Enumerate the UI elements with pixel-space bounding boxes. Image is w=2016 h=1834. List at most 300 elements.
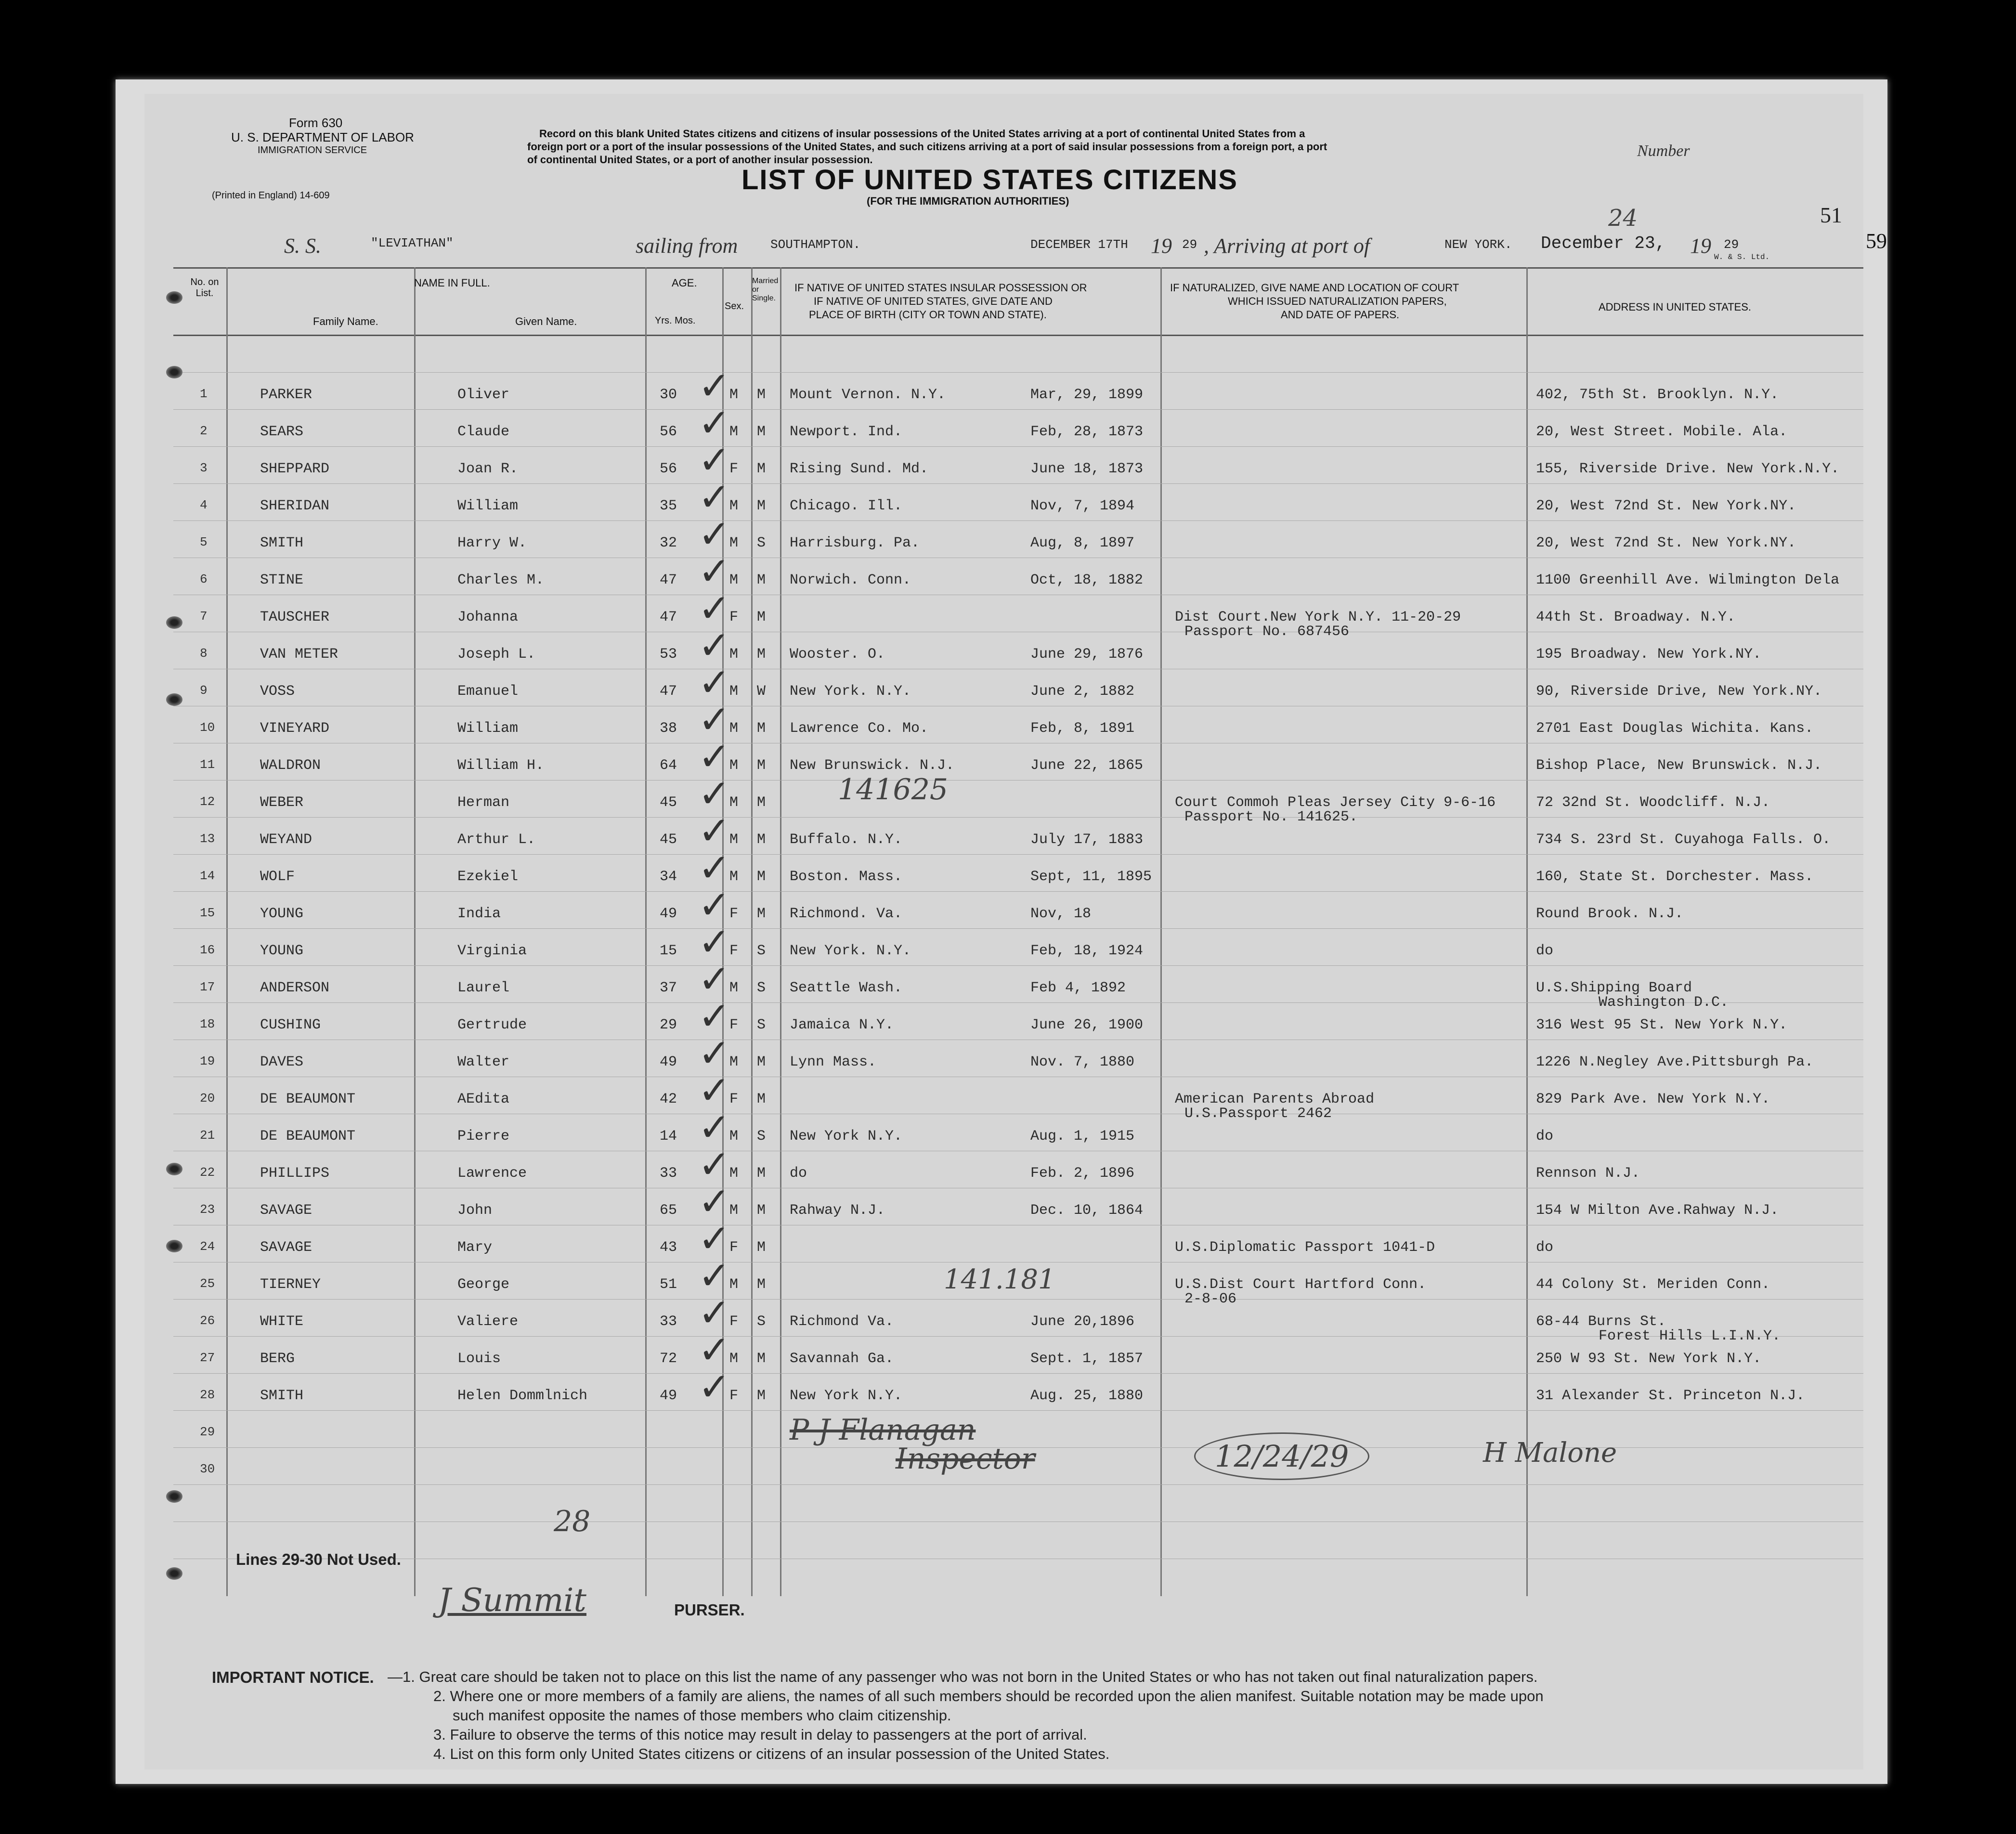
given-name: AEdita (457, 1091, 510, 1107)
naturalization-detail: Passport No. 141625. (1184, 809, 1358, 825)
check-mark: ✓ (698, 475, 731, 520)
row-number: 7 (200, 609, 208, 624)
family-name: PHILLIPS (260, 1165, 330, 1182)
page-title: LIST OF UNITED STATES CITIZENS (741, 164, 1238, 195)
sex: M (729, 869, 739, 885)
sailing-label: sailing from (636, 234, 738, 258)
birth-date: Nov. 7, 1880 (1030, 1054, 1135, 1070)
naturalization-detail: U.S.Passport 2462 (1184, 1106, 1332, 1122)
row-number: 16 (200, 943, 215, 957)
sex: M (729, 572, 739, 588)
marital-status: S (757, 535, 766, 551)
marital-status: M (757, 1054, 766, 1070)
table-row (144, 549, 1863, 600)
row-number: 22 (200, 1165, 215, 1180)
birth-place: Harrisburg. Pa. (790, 535, 920, 551)
printed-note: (Printed in England) 14-609 (212, 190, 330, 201)
address: 154 W Milton Ave.Rahway N.J. (1536, 1202, 1779, 1219)
address: Round Brook. N.J. (1536, 906, 1684, 922)
header-name-in-full: NAME IN FULL. (414, 277, 490, 289)
age: 45 (660, 832, 677, 848)
age: 72 (660, 1351, 677, 1367)
passenger-table (144, 94, 1863, 1769)
birth-place: Rahway N.J. (790, 1202, 885, 1219)
age: 33 (660, 1165, 677, 1182)
punch-hole (166, 616, 182, 629)
table-row (144, 1031, 1863, 1082)
given-name: William (457, 498, 519, 514)
birth-date: Feb 4, 1892 (1030, 980, 1126, 996)
sex: M (729, 1276, 739, 1293)
row-number: 26 (200, 1314, 215, 1328)
birth-place: New York N.Y. (790, 1388, 903, 1404)
birth-date: Feb, 28, 1873 (1030, 424, 1144, 440)
notice-4: 4. List on this form only United States citizens or citizens of an insular possession of the United States. (433, 1745, 1110, 1762)
birth-date: June 26, 1900 (1030, 1017, 1144, 1033)
address: 68-44 Burns St. (1536, 1314, 1666, 1330)
row-number: 24 (200, 1239, 215, 1254)
birth-date: Aug, 8, 1897 (1030, 535, 1135, 551)
punch-hole (166, 1567, 182, 1580)
given-name: Ezekiel (457, 869, 519, 885)
arriving-label: , Arriving at port of (1204, 234, 1370, 258)
family-name: SAVAGE (260, 1239, 312, 1256)
table-row (144, 920, 1863, 971)
sex: F (729, 1017, 739, 1033)
header-nat-2: WHICH ISSUED NATURALIZATION PAPERS, (1228, 295, 1447, 307)
header-birth-3: PLACE OF BIRTH (CITY OR TOWN AND STATE). (809, 309, 1047, 321)
family-name: PARKER (260, 387, 312, 403)
given-name: India (457, 906, 501, 922)
birth-place: New Brunswick. N.J. (790, 757, 955, 774)
table-row (144, 438, 1863, 489)
address: 316 West 95 St. New York N.Y. (1536, 1017, 1788, 1033)
manifest-form (144, 94, 1863, 1769)
marital-status: S (757, 1314, 766, 1330)
given-name: Emanuel (457, 683, 519, 700)
sex: M (729, 683, 739, 700)
check-mark: ✓ (698, 1068, 731, 1113)
header-address: ADDRESS IN UNITED STATES. (1599, 301, 1752, 313)
handwritten-count: 28 (554, 1505, 591, 1538)
check-mark: ✓ (698, 771, 731, 816)
birth-place: Wooster. O. (790, 646, 885, 663)
marital-status: M (757, 424, 766, 440)
marital-status: M (757, 1202, 766, 1219)
age: 30 (660, 387, 677, 403)
sex: F (729, 1314, 739, 1330)
birth-date: July 17, 1883 (1030, 832, 1144, 848)
given-name: Claude (457, 424, 510, 440)
age: 34 (660, 869, 677, 885)
check-mark: ✓ (698, 883, 731, 927)
naturalization: Court Commoh Pleas Jersey City 9-6-16 (1175, 794, 1496, 811)
address: 90, Riverside Drive, New York.NY. (1536, 683, 1822, 700)
family-name: WHITE (260, 1314, 304, 1330)
table-row (144, 697, 1863, 749)
port-of-departure: SOUTHAMPTON. (770, 237, 861, 252)
marital-status: M (757, 832, 766, 848)
birth-date: Mar, 29, 1899 (1030, 387, 1144, 403)
printer-mark: W. & S. Ltd. (1714, 253, 1770, 261)
given-name: George (457, 1276, 510, 1293)
address: 44 Colony St. Meriden Conn. (1536, 1276, 1770, 1293)
birth-place: Mount Vernon. N.Y. (790, 387, 946, 403)
given-name: John (457, 1202, 493, 1219)
family-name: SHEPPARD (260, 461, 330, 477)
check-mark: ✓ (698, 957, 731, 1002)
birth-place: Rising Sund. Md. (790, 461, 929, 477)
check-mark: ✓ (698, 438, 731, 482)
birth-place: Jamaica N.Y. (790, 1017, 894, 1033)
given-name: Lawrence (457, 1165, 527, 1182)
sex: M (729, 757, 739, 774)
check-mark: ✓ (698, 1216, 731, 1261)
row-number: 5 (200, 535, 208, 549)
form-number: Form 630 (289, 116, 343, 130)
naturalization: U.S.Diplomatic Passport 1041-D (1175, 1239, 1435, 1256)
header-birth-2: IF NATIVE OF UNITED STATES, GIVE DATE AND (814, 295, 1053, 307)
birth-date: Sept, 11, 1895 (1030, 869, 1152, 885)
family-name: TAUSCHER (260, 609, 330, 625)
row-number: 12 (200, 794, 215, 809)
family-name: DE BEAUMONT (260, 1128, 356, 1145)
edge-page-number: 59 (1866, 229, 1887, 253)
marital-status: M (757, 498, 766, 514)
birth-place: New York N.Y. (790, 1128, 903, 1145)
birth-date: Oct, 18, 1882 (1030, 572, 1144, 588)
check-mark: ✓ (698, 401, 731, 445)
sex: M (729, 1202, 739, 1219)
notice-3: 3. Failure to observe the terms of this notice may result in delay to passengers at the port of arrival. (433, 1726, 1087, 1743)
family-name: BERG (260, 1351, 295, 1367)
number-label: Number (1637, 142, 1690, 160)
address: Bishop Place, New Brunswick. N.J. (1536, 757, 1822, 774)
table-row (144, 512, 1863, 563)
sex: M (729, 1165, 739, 1182)
year-prefix: 19 (1151, 234, 1172, 258)
marital-status: M (757, 572, 766, 588)
birth-place: Seattle Wash. (790, 980, 903, 996)
family-name: SEARS (260, 424, 304, 440)
header-yrs-mos: Yrs. Mos. (655, 315, 696, 326)
birth-place: New York. N.Y. (790, 943, 911, 959)
family-name: SAVAGE (260, 1202, 312, 1219)
given-name: Virginia (457, 943, 527, 959)
marital-status: M (757, 869, 766, 885)
row-number: 19 (200, 1054, 215, 1068)
family-name: CUSHING (260, 1017, 321, 1033)
notice-2a: 2. Where one or more members of a family are aliens, the names of all such members should be recorded upon the alien manifest. Suitable notation may be made upon (433, 1688, 1544, 1704)
check-mark: ✓ (698, 994, 731, 1039)
age: 42 (660, 1091, 677, 1107)
marital-status: W (757, 683, 766, 700)
address: 2701 East Douglas Wichita. Kans. (1536, 720, 1814, 737)
address: 734 S. 23rd St. Cuyahoga Falls. O. (1536, 832, 1831, 848)
sex: M (729, 535, 739, 551)
family-name: YOUNG (260, 943, 304, 959)
birth-place: do (790, 1165, 807, 1182)
header-married: Married or Single. (752, 277, 779, 302)
header-no-on-list: No. on List. (190, 277, 219, 299)
table-row (144, 401, 1863, 452)
table-row (144, 734, 1863, 786)
punch-hole (166, 1240, 182, 1252)
age: 56 (660, 424, 677, 440)
family-name: YOUNG (260, 906, 304, 922)
sex: F (729, 1091, 739, 1107)
table-row (144, 660, 1863, 712)
departure-date: DECEMBER 17TH (1030, 237, 1128, 252)
row-number: 2 (200, 424, 208, 438)
birth-place: Lawrence Co. Mo. (790, 720, 929, 737)
table-row (144, 586, 1863, 640)
marital-status: M (757, 757, 766, 774)
age: 51 (660, 1276, 677, 1293)
sex: M (729, 832, 739, 848)
check-mark: ✓ (698, 623, 731, 668)
intro-line-3: of continental United States, or a port of another insular possession. (527, 154, 873, 166)
arrival-date: December 23, (1541, 234, 1666, 253)
address: do (1536, 1128, 1554, 1145)
row-number: 28 (200, 1388, 215, 1402)
sex: F (729, 461, 739, 477)
row-number: 4 (200, 498, 208, 512)
naturalization-detail: Passport No. 687456 (1184, 624, 1350, 640)
given-name: Louis (457, 1351, 501, 1367)
sex: F (729, 943, 739, 959)
address: U.S.Shipping Board (1536, 980, 1692, 996)
sex: F (729, 906, 739, 922)
family-name: TIERNEY (260, 1276, 321, 1293)
handwritten-passport-number: 141.181 (944, 1264, 1055, 1295)
marital-status: S (757, 943, 766, 959)
check-mark: ✓ (698, 512, 731, 557)
address: 160, State St. Dorchester. Mass. (1536, 869, 1814, 885)
birth-place: Boston. Mass. (790, 869, 903, 885)
naturalization: Dist Court.New York N.Y. 11-20-29 (1175, 609, 1461, 625)
table-row (144, 883, 1863, 934)
birth-date: Feb. 2, 1896 (1030, 1165, 1135, 1182)
family-name: VINEYARD (260, 720, 330, 737)
given-name: William (457, 720, 519, 737)
given-name: Pierre (457, 1128, 510, 1145)
age: 49 (660, 1388, 677, 1404)
family-name: SMITH (260, 1388, 304, 1404)
age: 47 (660, 572, 677, 588)
inspector-signature: P J Flanagan (790, 1413, 976, 1447)
birth-date: Dec. 10, 1864 (1030, 1202, 1144, 1219)
birth-place: Buffalo. N.Y. (790, 832, 903, 848)
age: 56 (660, 461, 677, 477)
address: 72 32nd St. Woodcliff. N.J. (1536, 794, 1770, 811)
address: 20, West 72nd St. New York.NY. (1536, 498, 1796, 514)
check-mark: ✓ (698, 1031, 731, 1076)
sex: M (729, 794, 739, 811)
row-number: 23 (200, 1202, 215, 1217)
marital-status: S (757, 980, 766, 996)
marital-status: M (757, 1351, 766, 1367)
departure-year: 29 (1182, 237, 1197, 252)
sex: M (729, 424, 739, 440)
given-name: Oliver (457, 387, 510, 403)
row-number: 20 (200, 1091, 215, 1106)
check-mark: ✓ (698, 1105, 731, 1150)
row-number: 18 (200, 1017, 215, 1031)
age: 45 (660, 794, 677, 811)
sex: M (729, 720, 739, 737)
punch-hole (166, 693, 182, 706)
row-number: 29 (200, 1425, 215, 1439)
age: 14 (660, 1128, 677, 1145)
address: 20, West 72nd St. New York.NY. (1536, 535, 1796, 551)
row-number: 15 (200, 906, 215, 920)
row-number: 17 (200, 980, 215, 994)
family-name: WEBER (260, 794, 304, 811)
row-number: 1 (200, 387, 208, 401)
address: 31 Alexander St. Princeton N.J. (1536, 1388, 1805, 1404)
row-number: 10 (200, 720, 215, 735)
family-name: DE BEAUMONT (260, 1091, 356, 1107)
address: 250 W 93 St. New York N.Y. (1536, 1351, 1762, 1367)
naturalization: U.S.Dist Court Hartford Conn. (1175, 1276, 1427, 1293)
birth-place: Richmond Va. (790, 1314, 894, 1330)
birth-place: Newport. Ind. (790, 424, 903, 440)
age: 32 (660, 535, 677, 551)
address-line-2: Washington D.C. (1599, 994, 1729, 1011)
inspector-title: Inspector (896, 1442, 1035, 1476)
sex: M (729, 1054, 739, 1070)
family-name: SMITH (260, 535, 304, 551)
given-name: Valiere (457, 1314, 519, 1330)
birth-date: Nov, 18 (1030, 906, 1092, 922)
check-mark: ✓ (698, 1365, 731, 1409)
page-subtitle: (FOR THE IMMIGRATION AUTHORITIES) (867, 195, 1069, 207)
check-mark: ✓ (698, 1142, 731, 1187)
given-name: Laurel (457, 980, 510, 996)
check-mark: ✓ (698, 734, 731, 779)
punch-hole (166, 1490, 182, 1503)
address-line-2: Forest Hills L.I.N.Y. (1599, 1328, 1781, 1344)
row-number: 25 (200, 1276, 215, 1291)
address: 829 Park Ave. New York N.Y. (1536, 1091, 1770, 1107)
address: Rennson N.J. (1536, 1165, 1640, 1182)
sex: F (729, 1388, 739, 1404)
birth-date: Nov, 7, 1894 (1030, 498, 1135, 514)
age: 64 (660, 757, 677, 774)
address: 1226 N.Negley Ave.Pittsburgh Pa. (1536, 1054, 1814, 1070)
purser-label: PURSER. (674, 1601, 745, 1619)
header-nat-1: IF NATURALIZED, GIVE NAME AND LOCATION OF COURT (1170, 282, 1459, 294)
given-name: Mary (457, 1239, 493, 1256)
marital-status: M (757, 609, 766, 625)
birth-place: Norwich. Conn. (790, 572, 911, 588)
age: 49 (660, 1054, 677, 1070)
row-number: 13 (200, 832, 215, 846)
page-number: 51 (1820, 203, 1842, 227)
row-number: 11 (200, 757, 215, 772)
age: 65 (660, 1202, 677, 1219)
address: 20, West Street. Mobile. Ala. (1536, 424, 1788, 440)
sex: M (729, 980, 739, 996)
ss-label: S. S. (284, 234, 321, 258)
age: 53 (660, 646, 677, 663)
second-signature: H Malone (1483, 1437, 1617, 1469)
birth-date: June 29, 1876 (1030, 646, 1144, 663)
intro-line-1: Record on this blank United States citizens and citizens of insular possessions of the United States arriving at a port of continental United States from a (539, 128, 1305, 140)
check-mark: ✓ (698, 845, 731, 890)
family-name: ANDERSON (260, 980, 330, 996)
birth-date: June 22, 1865 (1030, 757, 1144, 774)
arrival-port: NEW YORK. (1444, 237, 1512, 252)
row-number: 21 (200, 1128, 215, 1143)
address: 44th St. Broadway. N.Y. (1536, 609, 1736, 625)
birth-date: Aug. 25, 1880 (1030, 1388, 1144, 1404)
handwritten-passport-number: 141625 (838, 773, 949, 806)
punch-hole (166, 366, 182, 378)
row-number: 30 (200, 1462, 215, 1476)
given-name: Joseph L. (457, 646, 536, 663)
purser-signature: J Summit (438, 1582, 586, 1619)
row-number: 9 (200, 683, 208, 698)
marital-status: M (757, 720, 766, 737)
check-mark: ✓ (698, 808, 731, 853)
family-name: WOLF (260, 869, 295, 885)
arrival-date-handwritten: 24 (1608, 205, 1638, 232)
marital-status: M (757, 646, 766, 663)
address: do (1536, 943, 1554, 959)
check-mark: ✓ (698, 1327, 731, 1372)
row-number: 3 (200, 461, 208, 475)
table-row (144, 1365, 1863, 1416)
row-number: 27 (200, 1351, 215, 1365)
birth-date: Feb, 18, 1924 (1030, 943, 1144, 959)
marital-status: M (757, 794, 766, 811)
ship-name: "LEVIATHAN" (371, 236, 454, 250)
age: 15 (660, 943, 677, 959)
family-name: STINE (260, 572, 304, 588)
age: 47 (660, 609, 677, 625)
punch-hole (166, 291, 182, 304)
birth-place: Savannah Ga. (790, 1351, 894, 1367)
table-row (144, 475, 1863, 526)
table-row (144, 1216, 1863, 1268)
address: 402, 75th St. Brooklyn. N.Y. (1536, 387, 1779, 403)
sex: M (729, 387, 739, 403)
given-name: Walter (457, 1054, 510, 1070)
family-name: SHERIDAN (260, 498, 330, 514)
address: 155, Riverside Drive. New York.N.Y. (1536, 461, 1840, 477)
marital-status: M (757, 1388, 766, 1404)
check-mark: ✓ (698, 1179, 731, 1224)
marital-status: S (757, 1128, 766, 1145)
birth-date: June 18, 1873 (1030, 461, 1144, 477)
marital-status: M (757, 387, 766, 403)
header-birth-1: IF NATIVE OF UNITED STATES INSULAR POSSESSION OR (794, 282, 1087, 294)
notice-1: —1. Great care should be taken not to place on this list the name of any passenger who was not born in the United States or who has not taken out final naturalization papers. (388, 1668, 1538, 1685)
notice-label: IMPORTANT NOTICE. (212, 1668, 374, 1686)
table-row (144, 364, 1863, 415)
family-name: DAVES (260, 1054, 304, 1070)
birth-place: Lynn Mass. (790, 1054, 877, 1070)
header-nat-3: AND DATE OF PAPERS. (1281, 309, 1400, 321)
inspection-date: 12/24/29 (1194, 1432, 1369, 1480)
department: U. S. DEPARTMENT OF LABOR (231, 130, 414, 144)
naturalization-detail: 2-8-06 (1184, 1291, 1237, 1307)
age: 43 (660, 1239, 677, 1256)
header-sex: Sex. (725, 301, 744, 312)
sex: M (729, 498, 739, 514)
